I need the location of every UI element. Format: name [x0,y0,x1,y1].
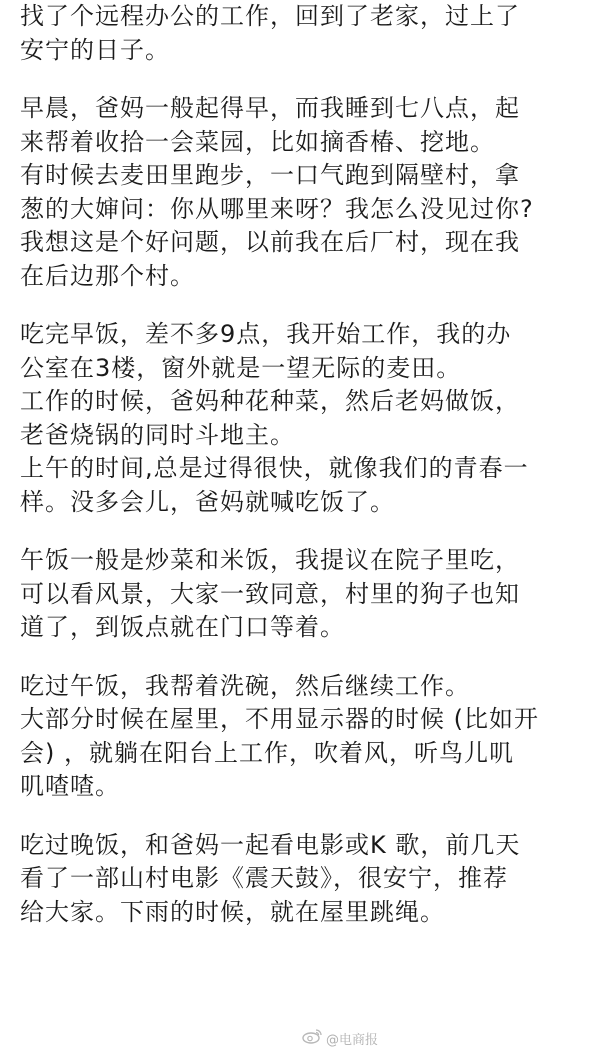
text-line: 上午的时间,总是过得很快，就像我们的青春一 [20,454,529,482]
text-line: 大部分时候在屋里，不用显示器的时候 (比如开 [20,705,539,733]
text-line: 找了个远程办公的工作，回到了老家，过上了 [20,2,520,30]
paragraph [20,670,585,804]
text-line: 吃过晚饭，和爸妈一起看电影或K 歌，前几天 [20,830,521,859]
paragraph [20,0,585,67]
text-line: 有时候去麦田里跑步，一口气跑到隔壁村，拿 [20,161,520,189]
post-body [20,0,585,954]
text-line: 在后边那个村。 [20,261,195,290]
text-line: 早晨，爸妈一般起得早，而我睡到七八点，起 [20,94,520,122]
text-line: 老爸烧锅的同时斗地主。 [20,420,295,449]
text-line: 叽喳喳。 [20,772,120,800]
text-line: 吃过午饭，我帮着洗碗，然后继续工作。 [20,671,470,700]
text-line: 葱的大婶问：你从哪里来呀？我怎么没见过你? [20,194,534,223]
text-line: 给大家。下雨的时候，就在屋里跳绳。 [20,897,445,926]
text-line: 安宁的日子。 [20,35,170,64]
watermark [302,1028,378,1048]
watermark-text: @电商报 [325,1032,378,1048]
weibo-logo-icon [302,1028,322,1048]
text-line: 可以看风景，大家一致同意，村里的狗子也知 [20,579,520,608]
text-line: 会) ，就躺在阳台上工作，吹着风，听鸟儿叽 [20,738,514,767]
text-line: 看了一部山村电影《震天鼓》，很安宁，推荐 [20,864,508,892]
paragraph [20,829,585,930]
text-line: 午饭一般是炒菜和米饭，我提议在院子里吃， [20,546,520,574]
paragraph [20,544,585,645]
paragraph [20,92,585,293]
text-line: 我想这是个好问题，以前我在后厂村，现在我 [20,228,520,256]
text-line: 道了，到饭点就在门口等着。 [20,613,345,641]
text-line: 工作的时候，爸妈种花种菜，然后老妈做饭， [20,387,520,415]
text-line: 吃完早饭，差不多9点，我开始工作，我的办 [20,320,512,348]
text-line: 公室在3楼，窗外就是一望无际的麦田。 [20,353,462,382]
paragraph [20,318,585,519]
text-line: 样。没多会儿，爸妈就喊吃饭了。 [20,487,395,516]
text-line: 来帮着收拾一会菜园，比如摘香椿、挖地。 [20,127,495,156]
